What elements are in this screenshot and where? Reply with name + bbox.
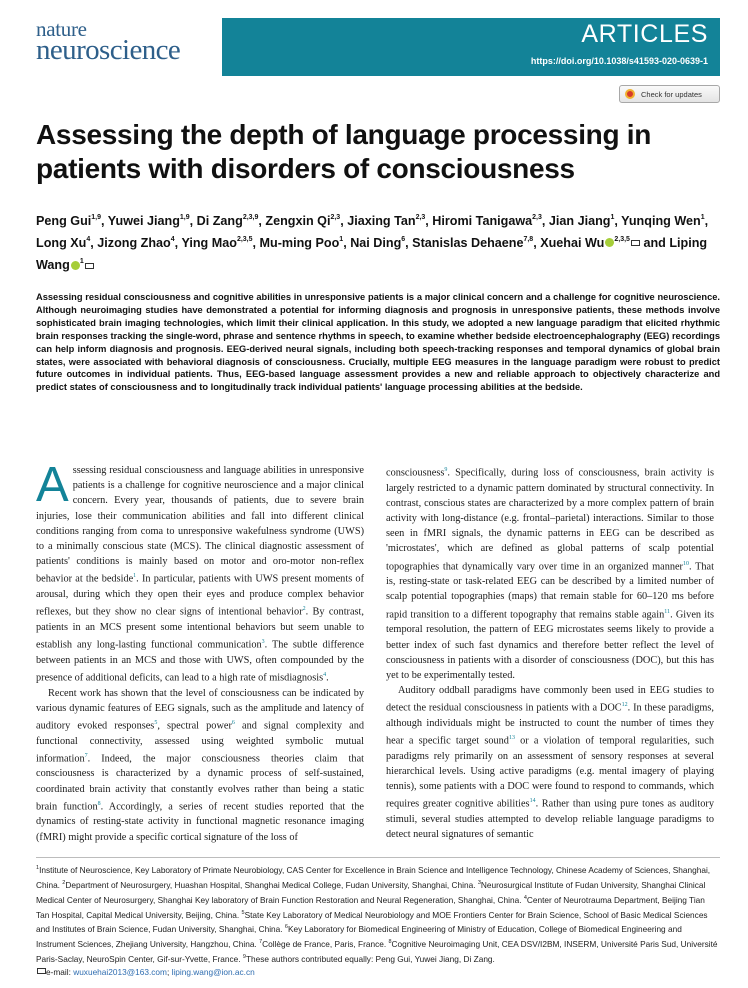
author-name[interactable]: Ying Mao	[181, 236, 237, 251]
body-text: . That is, resting-state or task-related EEG can be described by a limited number of scalp potential topographies (maps) that remain stable for 60–120 ms before rapid transition to a different topography that remains stable again	[386, 561, 714, 621]
affiliations	[36, 862, 720, 979]
author-name[interactable]: Peng Gui	[36, 214, 92, 229]
author-name[interactable]: Long Xu	[36, 236, 87, 251]
body-column-right	[386, 463, 714, 842]
author-affiliation-sup: 1	[610, 214, 615, 221]
orcid-icon[interactable]	[605, 238, 614, 247]
reference-link[interactable]: 12	[621, 702, 628, 709]
body-text: . In particular, patients with UWS present moments of arousal, during which they open their eyes and produce complex behavior reflexes, but they show no clear signs of intentional behavior	[36, 573, 364, 618]
body-paragraph	[386, 683, 714, 842]
body-paragraph	[36, 686, 364, 845]
reference-link[interactable]: 2	[302, 606, 306, 613]
reference-link[interactable]: 7	[84, 752, 88, 759]
author-affiliation-sup: 1,9	[91, 214, 102, 221]
affiliation-sup: 4	[523, 894, 527, 901]
affiliation-text: Cognitive Neuroimaging Unit, CEA DSV/I2BM, INSERM, Université Paris Sud, Université Paris-Saclay, NeuroSpin Center, Gif-sur-Yvette, France.	[36, 939, 718, 964]
journal-logo[interactable]	[36, 17, 181, 67]
body-text: or a violation of temporal regularities, such paradigms rely primarily on an assessment of sensory responses at several hierarchical levels. Using active paradigms (e.g. mental imagery of playing tennis), some patients with a DOC were found to respond to commands, which requires greater cognitive abilities	[386, 735, 714, 810]
body-text: . In these paradigms, although individuals might be instructed to count the number of times they hear a specific target sound	[386, 702, 714, 747]
email-separator: ;	[166, 967, 172, 978]
author-name[interactable]: Yunqing Wen	[621, 214, 701, 229]
body-text: . Given its temporal resolution, the pattern of EEG microstates seems likely to provide a better index of such fast dynamics and therefore better reflect the level of consciousness in patients with a disorder of consciousness (DOC), but this has yet to be experimentally tested.	[386, 609, 715, 681]
author-affiliation-sup: 4	[170, 236, 175, 244]
logo-line-2: neuroscience	[36, 34, 181, 67]
affiliation-text: Department of Neurosurgery, Huashan Hospital, Shanghai Medical College, Fudan University, Shanghai, China.	[65, 879, 478, 890]
body-text: ssessing residual consciousness and language abilities in unresponsive patients is a challenge for cognitive neuroscience and a major clinical concern. Every year, thousands of patients, due to severe brain injuries, lose their communication abilities and fall into different clinical conditions ranging from coma to unresponsive wakefulness syndrome (UWS) to a minimally conscious state (MCS). The clinical diagnostic assessment of patients' conditions is mainly based on motor and oro-motor non-reflex behavior at the bedside	[36, 465, 364, 585]
journal-header	[0, 0, 748, 78]
reference-link[interactable]: 1	[133, 573, 137, 580]
body-text: . By contrast, patients in an MCS present some intentional behaviors but seem unable to establish any long-lasting functional communication	[36, 606, 364, 651]
affiliation-sup: 9	[242, 954, 246, 961]
article-type-banner	[222, 18, 720, 76]
affiliation-text: Collège de France, Paris, France.	[262, 939, 389, 950]
affiliation-text: State Key Laboratory of Medical Neurobiology and MOE Frontiers Center for Brain Science, School of Basic Medical Sciences and Institutes of Brain Science, Fudan University, Shanghai, China.	[36, 909, 708, 935]
footnote-divider	[36, 857, 720, 858]
affiliation-sup: 1	[36, 865, 40, 871]
body-column-left	[36, 458, 365, 845]
body-text: , spectral power	[157, 720, 232, 732]
author-affiliation-sup: 4	[86, 236, 91, 244]
author-name[interactable]: Yuwei Jiang	[107, 214, 180, 229]
affiliation-text: Neurosurgical Institute of Fudan University, Shanghai Clinical Medical Center of Neurosurgery, Shanghai Key laboratory of Brain Function Restoration and Neural Regeneration, Shanghai, China.	[36, 879, 706, 905]
author-affiliation-sup: 2,3	[415, 214, 426, 221]
reference-link[interactable]: 10	[683, 560, 689, 567]
drop-cap: A	[36, 458, 69, 512]
body-text: . Accordingly, a series of recent studies reported that the dynamics of resting-state activity in functional magnetic resonance imaging (fMRI) might provide a specific cortical signature of the loss of	[36, 801, 365, 843]
author-name[interactable]: Xuehai Wu	[540, 236, 605, 251]
affiliation-sup: 5	[241, 909, 245, 916]
check-for-updates-label: Check for updates	[641, 89, 702, 99]
reference-link[interactable]: 11	[664, 608, 671, 615]
author-affiliation-sup: 1	[79, 258, 84, 266]
email-label: e-mail:	[46, 967, 74, 978]
affiliation-text: Key Laboratory for Biomedical Engineering of Ministry of Education, College of Biomedical Engineering and Instrument Sciences, Zhejiang University, Hangzhou, China.	[36, 924, 682, 950]
crossmark-icon	[625, 89, 635, 99]
affiliation-sup: 6	[284, 924, 288, 931]
body-text: and signal complexity and functional connectivity, assessed using weighted symbolic mutual information	[36, 720, 365, 765]
author-name[interactable]: Zengxin Qi	[265, 214, 331, 229]
logo-line-1: nature	[36, 17, 87, 41]
author-name[interactable]: Nai Ding	[350, 236, 402, 251]
body-text: . The subtle difference between patients in an MCS and those with UWS, often compounded by the presence of additional deficits, can lead to a high rate of misdiagnosis	[36, 639, 364, 684]
mail-icon	[37, 968, 46, 974]
article-type: ARTICLES	[581, 20, 708, 48]
mail-icon[interactable]	[85, 263, 94, 269]
author-affiliation-sup: 2,3	[532, 214, 542, 221]
author-affiliation-sup: 1	[700, 214, 705, 221]
body-text: . Specifically, during loss of consciousness, brain activity is largely restricted to a dynamic pattern dominated by structural connectivity. In contrast, conscious states are characterized by a more complex pattern of brain activity with long-distance (e.g. frontal–parietal) interactions. Similar to those seen in fMRI signals, the dynamic patterns in EEG can be described as 'microstates', which are defined as global patterns of scalp potential topographies that dynamically vary over time in an organized manner	[386, 467, 714, 573]
email-link[interactable]: wuxuehai2013@163.com	[73, 967, 167, 978]
reference-link[interactable]: 13	[508, 735, 515, 742]
body-text: . Indeed, the major consciousness theories claim that consciousness is characterized by a dynamic process of self-sustained, coordinated brain activity that constantly evolves rather than being a static brain function	[36, 753, 364, 813]
author-affiliation-sup: 2,3,9	[242, 214, 259, 221]
author-affiliation-sup: 2,3,5	[614, 236, 630, 244]
mail-icon[interactable]	[631, 240, 640, 246]
author-name[interactable]: Di Zang	[196, 214, 243, 229]
author-name[interactable]: Hiromi Tanigawa	[432, 214, 533, 229]
affiliation-sup: 3	[477, 879, 481, 886]
body-text: Auditory oddball paradigms have commonly been used in EEG studies to detect the residual consciousness in patients with a DOC	[386, 685, 714, 714]
email-link[interactable]: liping.wang@ion.ac.cn	[171, 967, 255, 978]
author-name[interactable]: Jiaxing Tan	[347, 214, 416, 229]
body-paragraph	[36, 458, 364, 686]
author-affiliation-sup: 1,9	[179, 214, 190, 221]
author-conjunction: and	[643, 236, 666, 251]
body-text: consciousness	[386, 467, 445, 479]
author-name[interactable]: Liping Wang	[36, 236, 708, 273]
affiliation-sup: 7	[259, 939, 263, 946]
affiliation-text: Center of Neurotrauma Department, Beijing Tian Tan Hospital, Capital Medical University, Beijing, China.	[36, 894, 705, 920]
author-affiliation-sup: 2,3,5	[236, 236, 253, 244]
affiliation-sup: 8	[388, 939, 392, 946]
author-affiliation-sup: 1	[339, 236, 344, 244]
body-paragraph	[386, 463, 714, 683]
affiliation-text: These authors contributed equally: Peng Gui, Yuwei Jiang, Di Zang.	[245, 953, 495, 964]
body-text: Recent work has shown that the level of consciousness can be indicated by various dynamic features of EEG signals, such as the amplitude and latency of auditory evoked responses	[36, 687, 364, 732]
abstract: Assessing residual consciousness and cognitive abilities in unresponsive patients is a major clinical concern and a challenge for cognitive neuroscience. Although neuroimaging studies have demonstrated a potential for informing diagnosis and prognosis in unresponsive patients, these methods involve sophisticated brain imaging technologies, which limit their clinical application. In this study, we adopted a new language paradigm that elicited rhythmic brain responses tracking the single-word, phrase and sentence rhythms in speech, to examine whether bedside electroencephalography (EEG) recordings can help inform diagnosis and prognosis. EEG-derived neural signals, including both speech-tracking responses and temporal dynamics of global brain states, were associated with behavioral diagnosis of consciousness. Crucially, multiple EEG measures in the language paradigm were robust to predict future outcomes in individual patients. Thus, EEG-based language assessment provides a new and reliable approach to objectively characterize and predict states of consciousness and to longitudinally track individual patients' language processing abilities at the bedside.	[36, 292, 720, 393]
reference-link[interactable]: 5	[154, 719, 158, 726]
reference-link[interactable]: 4	[323, 671, 327, 678]
author-name[interactable]: Stanislas Dehaene	[412, 236, 524, 251]
body-text: . Rather than using pure tones as auditory stimuli, several studies attempted to develop reliable language paradigms to detect neural signatures of semantic	[386, 798, 714, 841]
reference-link[interactable]: 14	[529, 798, 536, 805]
author-affiliation-sup: 2,3	[330, 214, 341, 221]
author-name[interactable]: Mu-ming Poo	[259, 236, 340, 251]
reference-link[interactable]: 3	[261, 639, 265, 646]
author-list: Peng Gui$^{1,9}$, Yuwei Jiang$^{1,9}$, Di Zang$^{2,3,9}$, Zengxin Qi$^{2,3}$, Jiaxing Tan$^{2,3}$, Hiromi Tanigawa$^{2,3}$, Jian Jiang$^1$, Yunqing Wen$^1$, Long Xu$^4$, Jizong Zhao$^4$, Ying Mao$^{2,3,5}$, Mu-ming Poo$^1$, Nai Ding$^6$, Stanislas Dehaene$^{7,8}$, Xuehai Wu $^{2,3,5}$ and Liping Wang $^1$	[36, 214, 709, 273]
affiliation-sup: 2	[62, 879, 66, 886]
doi-link[interactable]: https://doi.org/10.1038/s41593-020-0639-1	[530, 56, 708, 66]
author-name[interactable]: Jizong Zhao	[97, 236, 171, 251]
author-affiliation-sup: 7,8	[523, 236, 534, 244]
affiliation-text: Institute of Neuroscience, Key Laboratory of Primate Neurobiology, CAS Center for Excellence in Brain Science and Intelligence Technology, Chinese Academy of Sciences, Shanghai, China.	[36, 864, 711, 890]
body-text: .	[326, 672, 329, 684]
author-affiliation-sup: 6	[401, 236, 406, 244]
article-title: Assessing the depth of language processing in patients with disorders of consciousness	[36, 119, 652, 184]
reference-link[interactable]: 9	[444, 467, 448, 473]
check-for-updates-button[interactable]	[619, 85, 720, 103]
reference-link[interactable]: 6	[231, 719, 235, 726]
orcid-icon[interactable]	[71, 261, 80, 270]
reference-link[interactable]: 8	[97, 800, 101, 807]
author-name[interactable]: Jian Jiang	[548, 214, 611, 229]
